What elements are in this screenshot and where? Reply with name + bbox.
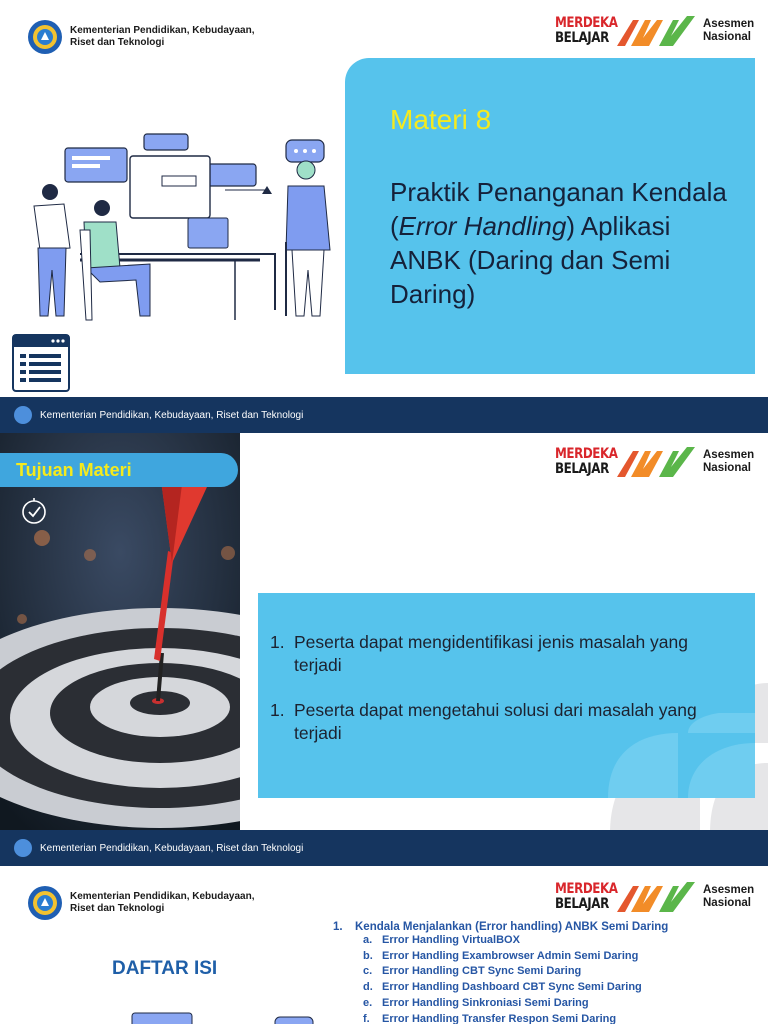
ministry-emblem-icon [28, 20, 62, 54]
slide-2 [0, 433, 768, 830]
toc-item[interactable]: d. Error Handling Dashboard CBT Sync Semi Daring [363, 981, 642, 994]
brand-logos [555, 12, 754, 50]
asesmen-nasional-mark-icon [613, 12, 697, 50]
table-of-contents [333, 921, 668, 1024]
stopwatch-icon [20, 497, 48, 525]
document-list-icon [12, 334, 70, 392]
toc-item[interactable]: a. Error Handling VirtualBOX [363, 934, 520, 946]
toc-item[interactable]: c. Error Handling CBT Sync Semi Daring [363, 965, 582, 978]
ministry-logo: Kementerian Pendidikan, Kebudayaan, Riset dan Teknologi [28, 886, 255, 920]
ministry-emblem-icon [14, 406, 32, 424]
dartboard-photo [0, 433, 240, 830]
footer-bar: Kementerian Pendidikan, Kebudayaan, Riset dan Teknologi [0, 397, 768, 433]
slide-title: Praktik Penanganan Kendala (Error Handling) Aplikasi ANBK (Daring dan Semi Daring) [390, 177, 727, 309]
ministry-logo [28, 20, 255, 54]
asesmen-nasional-text: Asesmen Nasional [703, 18, 755, 43]
ministry-name-line2: Riset dan Teknologi [70, 37, 165, 48]
slide-1 [0, 0, 768, 398]
illustration-top-fragment [60, 1011, 320, 1024]
materi-label: Materi 8 [390, 104, 492, 135]
brand-logos [555, 878, 754, 916]
merdeka-belajar-logo: MERDEKA BELAJAR [555, 446, 618, 477]
merdeka-belajar-logo: MERDEKA BELAJAR [555, 15, 618, 46]
toc-item[interactable]: e. Error Handling Sinkroniasi Semi Daring [363, 996, 589, 1009]
toc-item[interactable]: f. Error Handling Transfer Respon Semi Daring [363, 1012, 617, 1024]
toc-main-item[interactable]: 1. Kendala Menjalankan (Error handling) ANBK Semi Daring [333, 921, 669, 933]
list-item: 1. Peserta dapat mengetahui solusi dari masalah yang terjadi [270, 700, 697, 743]
ministry-emblem-icon [28, 886, 62, 920]
brand-logos [555, 443, 754, 481]
merdeka-belajar-logo: MERDEKA BELAJAR [555, 881, 618, 912]
footer-bar: Kementerian Pendidikan, Kebudayaan, Riset dan Teknologi [0, 830, 768, 866]
daftar-isi-heading: DAFTAR ISI [112, 958, 218, 979]
asesmen-nasional-text: Asesmen Nasional [703, 884, 755, 909]
ministry-name-line1: Kementerian Pendidikan, Kebudayaan, [70, 25, 255, 36]
tujuan-materi-tab: Tujuan Materi [0, 453, 238, 487]
slide-3 [0, 866, 768, 1024]
asesmen-nasional-mark-icon [613, 878, 697, 916]
list-item: 1. Peserta dapat mengidentifikasi jenis masalah yang terjadi [270, 632, 688, 675]
objectives-list [270, 631, 740, 767]
toc-item[interactable]: b. Error Handling Exambrowser Admin Semi Daring [363, 949, 639, 962]
ministry-emblem-icon [14, 839, 32, 857]
asesmen-nasional-text: Asesmen Nasional [703, 449, 755, 474]
objectives-panel [258, 593, 755, 798]
asesmen-nasional-mark-icon [613, 443, 697, 481]
office-team-illustration [20, 130, 340, 325]
